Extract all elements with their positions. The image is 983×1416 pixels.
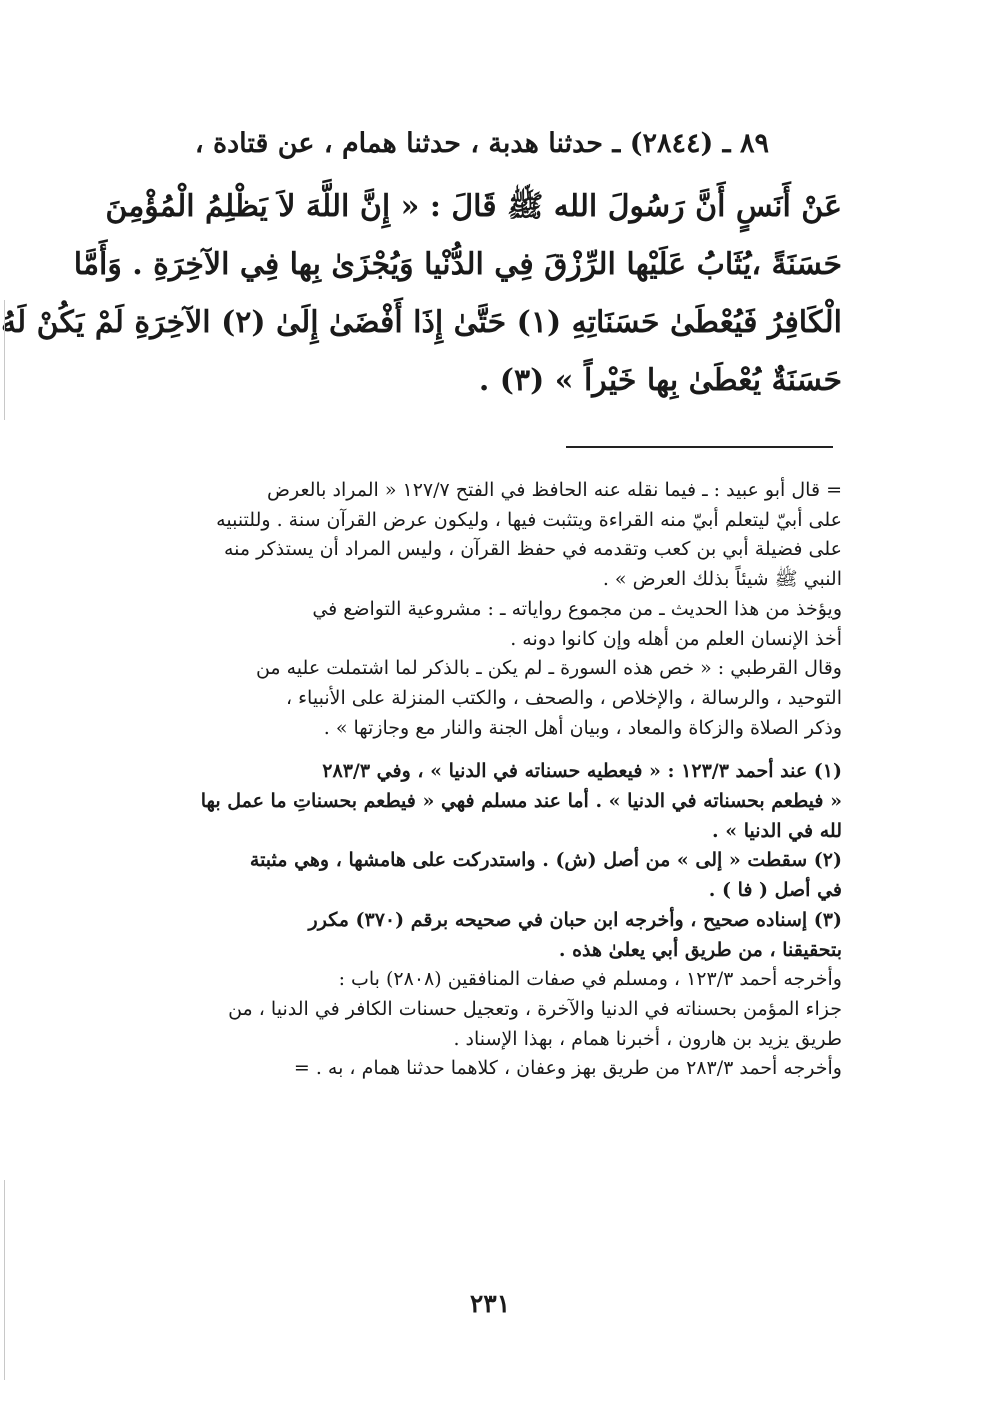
- note-line: ويؤخذ من هذا الحديث ـ من مجموع رواياته ـ : مشروعية التواضع في: [312, 597, 842, 620]
- note-line: وأخرجه أحمد ١٢٣/٣ ، ومسلم في صفات المنافقين (٢٨٠٨) باب :: [338, 968, 842, 991]
- footnote-3-continued: [142, 1054, 842, 1084]
- footnote-3-continued: [142, 965, 842, 1054]
- footnote-divider: [566, 446, 833, 448]
- note-line: على فضيلة أبي بن كعب وتقدمه في حفظ القرآن ، وليس المراد أن يستذكر منه: [223, 538, 842, 561]
- note-line: = قال أبو عبيد : ـ فيما نقله عنه الحافظ في الفتح ١٢٧/٧ « المراد بالعرض: [266, 479, 842, 501]
- footnote-3: [142, 906, 842, 965]
- note-line: في أصل ( فا ) .: [708, 879, 842, 902]
- hadith-text: [0, 178, 842, 410]
- scan-edge-mark: [4, 1180, 5, 1380]
- note-line: أخذ الإنسان العلم من أهله وإن كانوا دونه .: [510, 627, 842, 650]
- continuation-note: [142, 476, 842, 595]
- note-line: وقال القرطبي : « خص هذه السورة ـ لم يكن ـ بالذكر لما اشتملت عليه من: [255, 657, 842, 680]
- footnotes: [142, 476, 842, 1084]
- footnote-2: [142, 846, 842, 905]
- note-line: على أبيّ ليتعلم أبيّ منه القراءة ويتثبت فيها ، وليكون عرض القرآن سنة . وللتنبيه: [216, 508, 842, 531]
- note-line: (١) عند أحمد ١٢٣/٣ : « فيعطيه حسناته في الدنيا » ، وفي ٢٨٣/٣: [322, 760, 842, 783]
- note-line: طريق يزيد بن هارون ، أخبرنا همام ، بهذا الإسناد .: [453, 1027, 842, 1050]
- hadith-line: عَنْ أَنَسٍ أَنَّ رَسُولَ الله ﷺ قَالَ : « إِنَّ اللَّهَ لاَ يَظْلِمُ الْمُؤْمِنَ: [105, 189, 842, 224]
- note-line: (٣) إسناده صحيح ، وأخرجه ابن حبان في صحيحه برقم (٣٧٠) مكرر: [308, 908, 842, 931]
- hadith-heading: ٨٩ ـ (٢٨٤٤) ـ حدثنا هدبة ، حدثنا همام ، عن قتادة ،: [194, 128, 769, 159]
- hadith-line: الْكَافِرُ فَيُعْطَىٰ حَسَنَاتِهِ (١) حَتَّىٰ إِذَا أَفْضَىٰ إِلَىٰ (٢) الآخِرَةِ لَمْ يَكُنْ لَهُ: [0, 305, 842, 340]
- scan-edge-mark: [4, 300, 5, 420]
- note-line: بتحقيقنا ، من طريق أبي يعلىٰ هذه .: [558, 938, 842, 961]
- note-line: لله في الدنيا » .: [712, 819, 842, 842]
- note-line: وأخرجه أحمد ٢٨٣/٣ من طريق بهز وعفان ، كلاهما حدثنا همام ، به . =: [293, 1057, 842, 1080]
- note-line: (٢) سقطت « إلى » من أصل (ش) . واستدركت على هامشها ، وهي مثبتة: [249, 849, 842, 872]
- hadith-line: حَسَنَةً ،يُثَابُ عَلَيْها الرِّزْقَ فِي الدُّنْيا وَيُجْزَىٰ بِها فِي الآخِرَةِ . وَأَمَّا: [73, 247, 842, 282]
- page-number: ٢٣١: [469, 1289, 511, 1318]
- footnote-1: [142, 757, 842, 846]
- spacer: [142, 743, 842, 757]
- note-line: جزاء المؤمن بحسناته في الدنيا والآخرة ، وتعجيل حسنات الكافر في الدنيا ، من: [228, 997, 842, 1020]
- note-line: « فيطعم بحسناته في الدنيا » . أما عند مسلم فهي « فيطعم بحسناتِ ما عمل بها: [200, 790, 842, 813]
- note-paragraph: [142, 654, 842, 743]
- hadith-line: حَسَنَةٌ يُعْطَىٰ بِها خَيْراً » (٣) .: [478, 363, 842, 398]
- note-paragraph: [142, 595, 842, 654]
- note-line: وذكر الصلاة والزكاة والمعاد ، وبيان أهل الجنة والنار مع وجازتها » .: [323, 716, 842, 739]
- note-line: التوحيد ، والرسالة ، والإخلاص ، والصحف ، والكتب المنزلة على الأنبياء ،: [285, 686, 842, 709]
- note-line: النبي ﷺ شيئاً بذلك العرض » .: [602, 568, 842, 591]
